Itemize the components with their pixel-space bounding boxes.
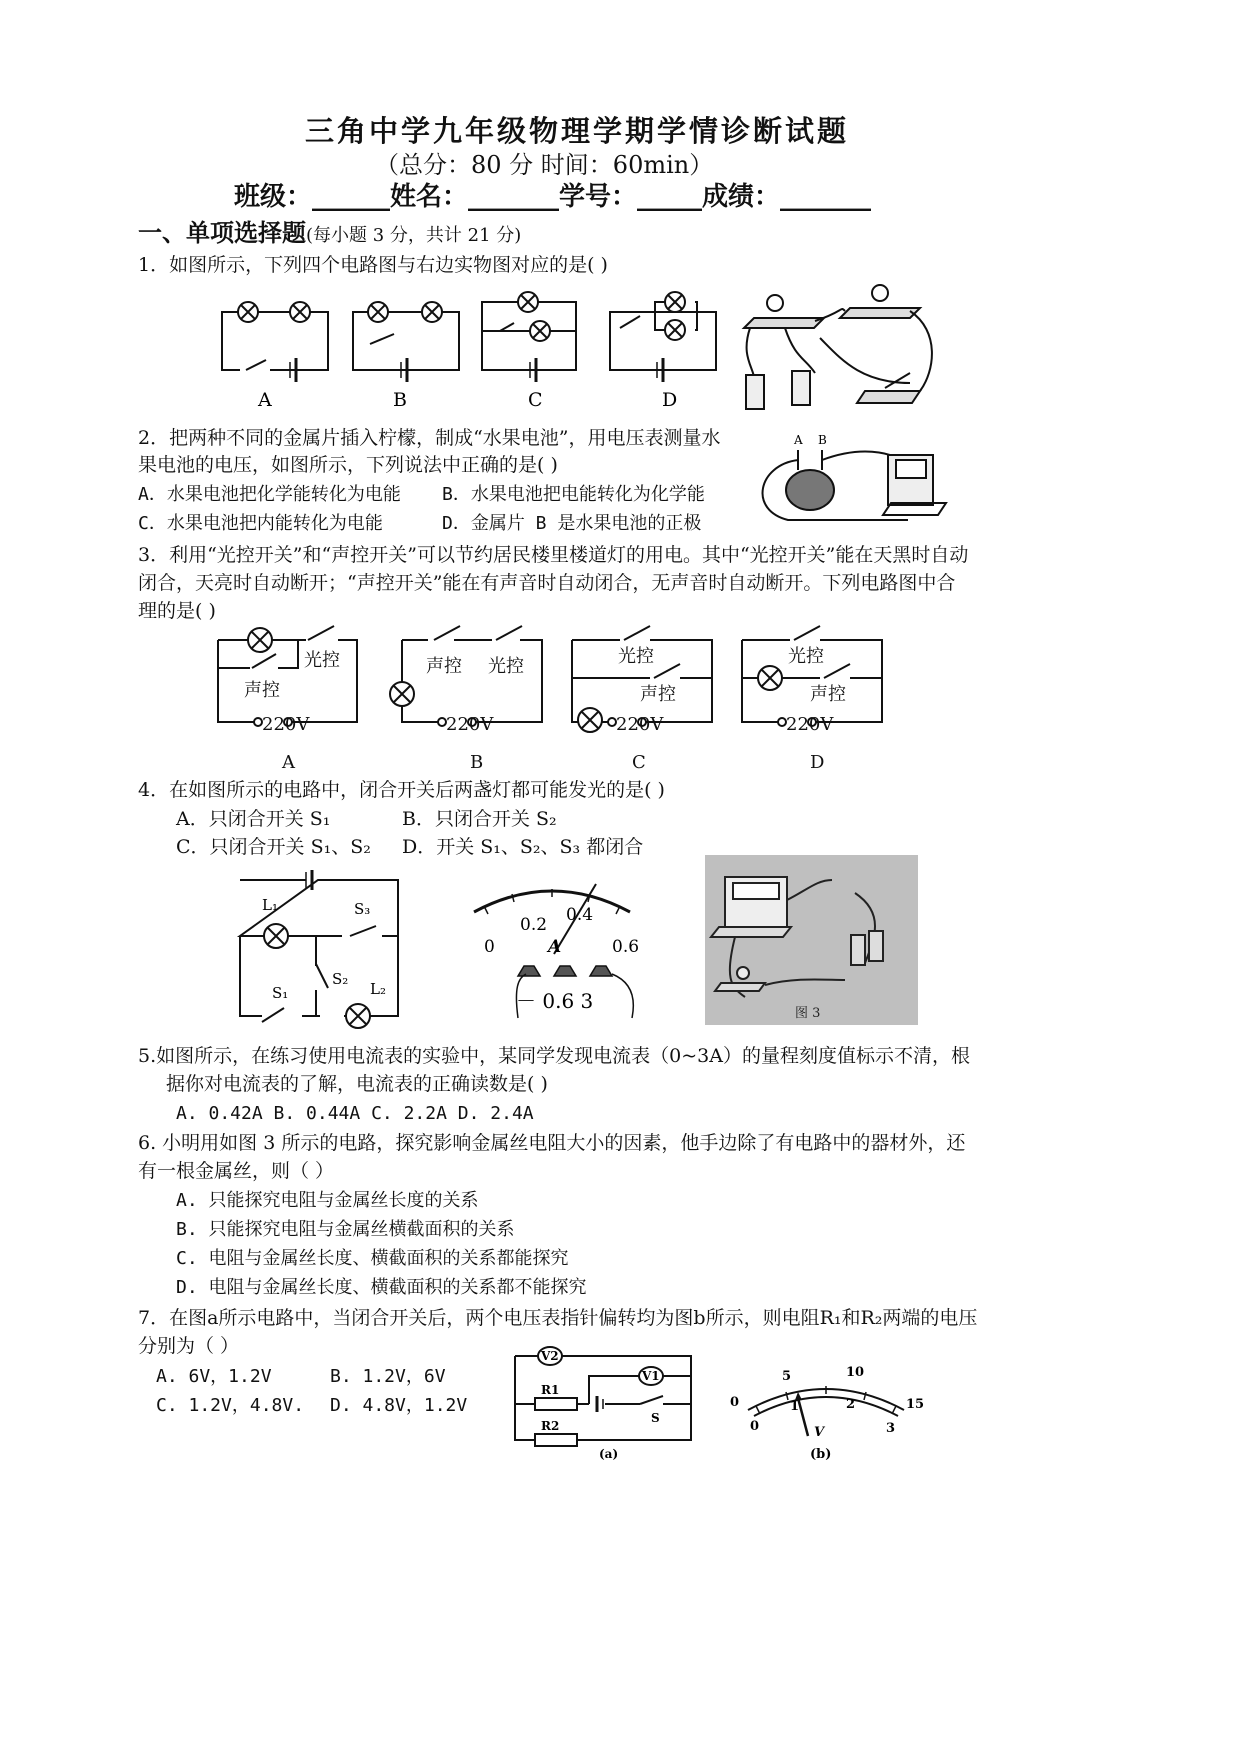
q7a-r1-label: R1: [541, 1383, 560, 1397]
q7b-inner-2: 2: [846, 1397, 856, 1412]
q7b-outer-10: 10: [846, 1365, 865, 1380]
q3-label-c: C: [632, 752, 646, 772]
figure-3-photo: [705, 855, 918, 1025]
q5-line1: 5.如图所示，在练习使用电流表的实验中，某同学发现电流表（0~3A）的量程刻度值标示不清，根: [138, 1045, 970, 1067]
q1-text: 1．如图所示，下列四个电路图与右边实物图对应的是( ): [138, 254, 608, 276]
q7a-v1-label: V1: [642, 1369, 660, 1383]
q7-circuit-figure-a: [505, 1344, 700, 1464]
ammeter-tick-2: 0.4: [566, 905, 594, 925]
section-note: (每小题 3 分，共计 21 分): [306, 225, 522, 246]
q3d-voltage: 220V: [786, 714, 834, 735]
q7b-inner-1: 1: [790, 1399, 800, 1414]
q2-option-b: B．水果电池把电能转化为化学能: [442, 484, 705, 505]
ammeter-dial-figure: [462, 878, 642, 1028]
q7b-outer-5: 5: [782, 1369, 792, 1384]
q1-label-d: D: [662, 389, 678, 411]
q2-option-d: D．金属片 B 是水果电池的正极: [442, 513, 702, 534]
q1-label-a: A: [258, 389, 272, 411]
q1-circuit-diagrams: [210, 288, 735, 416]
q2-line2: 果电池的电压，如图所示，下列说法中正确的是( ): [138, 454, 558, 476]
q4-text: 4．在如图所示的电路中，闭合开关后两盏灯都可能发光的是( ): [138, 779, 665, 801]
q7b-outer-0: 0: [730, 1395, 740, 1410]
q7-option-b: B. 1.2V，6V: [330, 1366, 446, 1387]
q1-label-c: C: [528, 389, 543, 411]
q1-physical-circuit-figure: [740, 283, 940, 415]
q7-option-c: C. 1.2V，4.8V.: [156, 1395, 305, 1416]
q3-label-d: D: [810, 752, 825, 772]
q3-line3: 理的是( ): [138, 600, 216, 622]
q2-option-c: C．水果电池把内能转化为电能: [138, 513, 383, 534]
q3c-voltage: 220V: [616, 714, 664, 735]
q3b-light-label: 光控: [488, 656, 524, 677]
q7a-s-label: S: [651, 1411, 660, 1425]
q3a-sound-label: 声控: [244, 680, 280, 701]
q5-options: A. 0.42A B. 0.44A C. 2.2A D. 2.4A: [176, 1103, 534, 1124]
section-title-text: 一、单项选择题: [138, 218, 306, 247]
q3-circuit-diagrams: [210, 622, 890, 772]
fruit-label-b: B: [818, 433, 827, 447]
q3-label-b: B: [470, 752, 484, 772]
q3b-sound-label: 声控: [426, 656, 462, 677]
q4-label-l1: L₁: [262, 896, 278, 914]
q3d-sound-label: 声控: [810, 684, 846, 705]
q7-line2: 分别为（ ）: [138, 1335, 240, 1357]
q7a-v2-label: V2: [541, 1349, 559, 1363]
q7b-outer-15: 15: [906, 1397, 925, 1412]
q5-line2: 据你对电流表的了解，电流表的正确读数是( ): [166, 1073, 548, 1095]
q4-option-b: B．只闭合开关 S₂: [402, 808, 557, 830]
q3-line2: 闭合，天亮时自动断开；“声控开关”能在有声音时自动闭合，无声音时自动断开。下列电路图中合: [138, 572, 956, 594]
q3-line1: 3．利用“光控开关”和“声控开关”可以节约居民楼里楼道灯的用电。其中“光控开关”能在天黑时自动: [138, 544, 969, 566]
fruit-battery-figure: [758, 430, 948, 530]
q6-option-c: C. 电阻与金属丝长度、横截面积的关系都能探究: [176, 1248, 569, 1269]
page-title: 三角中学九年级物理学期学情诊断试题: [305, 114, 850, 148]
q4-option-d: D．开关 S₁、S₂、S₃ 都闭合: [402, 836, 644, 858]
ammeter-unit: A: [548, 937, 562, 957]
ammeter-terminals: － 0.6 3: [516, 989, 594, 1013]
ammeter-tick-3: 0.6: [612, 937, 640, 957]
q3a-light-label: 光控: [304, 650, 340, 671]
fruit-label-a: A: [794, 433, 803, 447]
q1-label-b: B: [393, 389, 407, 411]
page-subtitle: （总分：80 分 时间：60min）: [375, 151, 714, 179]
q7b-inner-3: 3: [886, 1421, 896, 1436]
q7-line1: 7．在图a所示电路中，当闭合开关后，两个电压表指针偏转均为图b所示，则电阻R₁和R₂两端的电压: [138, 1307, 978, 1329]
q7-option-a: A. 6V，1.2V: [156, 1366, 272, 1387]
q4-label-s1: S₁: [272, 984, 289, 1002]
q3a-voltage: 220V: [262, 714, 310, 735]
ammeter-tick-1: 0.2: [520, 915, 548, 935]
q2-option-a: A．水果电池把化学能转化为电能: [138, 484, 401, 505]
q7a-caption: (a): [599, 1447, 619, 1461]
section-title: [138, 220, 521, 249]
q3d-light-label: 光控: [788, 646, 824, 667]
q3-label-a: A: [282, 752, 295, 772]
q2-line1: 2．把两种不同的金属片插入柠檬，制成“水果电池”，用电压表测量水: [138, 427, 721, 449]
q6-option-a: A. 只能探究电阻与金属丝长度的关系: [176, 1190, 479, 1211]
q4-label-s3: S₃: [354, 900, 371, 918]
figure-3-caption: 图 3: [795, 1006, 821, 1021]
q4-circuit-diagram: [232, 870, 412, 1030]
q4-label-l2: L₂: [370, 980, 386, 998]
q7b-inner-0: 0: [750, 1419, 760, 1434]
student-info-line: 班级：______姓名：_______学号：_____成绩：_______: [234, 182, 872, 212]
q7b-caption: (b): [810, 1447, 832, 1462]
q6-option-b: B. 只能探究电阻与金属丝横截面积的关系: [176, 1219, 515, 1240]
q4-option-a: A．只闭合开关 S₁: [176, 808, 331, 830]
q6-line2: 有一根金属丝，则（ ）: [138, 1160, 335, 1182]
q3c-light-label: 光控: [618, 646, 654, 667]
q4-option-c: C．只闭合开关 S₁、S₂: [176, 836, 371, 858]
q7-option-d: D. 4.8V，1.2V: [330, 1395, 468, 1416]
q7a-r2-label: R2: [541, 1419, 560, 1433]
q6-option-d: D. 电阻与金属丝长度、横截面积的关系都不能探究: [176, 1277, 587, 1298]
q7-voltmeter-figure-b: [726, 1358, 926, 1462]
q3c-sound-label: 声控: [640, 684, 676, 705]
q7b-unit: V: [814, 1425, 825, 1440]
q6-line1: 6. 小明用如图 3 所示的电路，探究影响金属丝电阻大小的因素，他手边除了有电路中的器材外，还: [138, 1132, 966, 1154]
ammeter-tick-0: 0: [484, 937, 495, 957]
q4-label-s2: S₂: [332, 970, 349, 988]
q3b-voltage: 220V: [446, 714, 494, 735]
